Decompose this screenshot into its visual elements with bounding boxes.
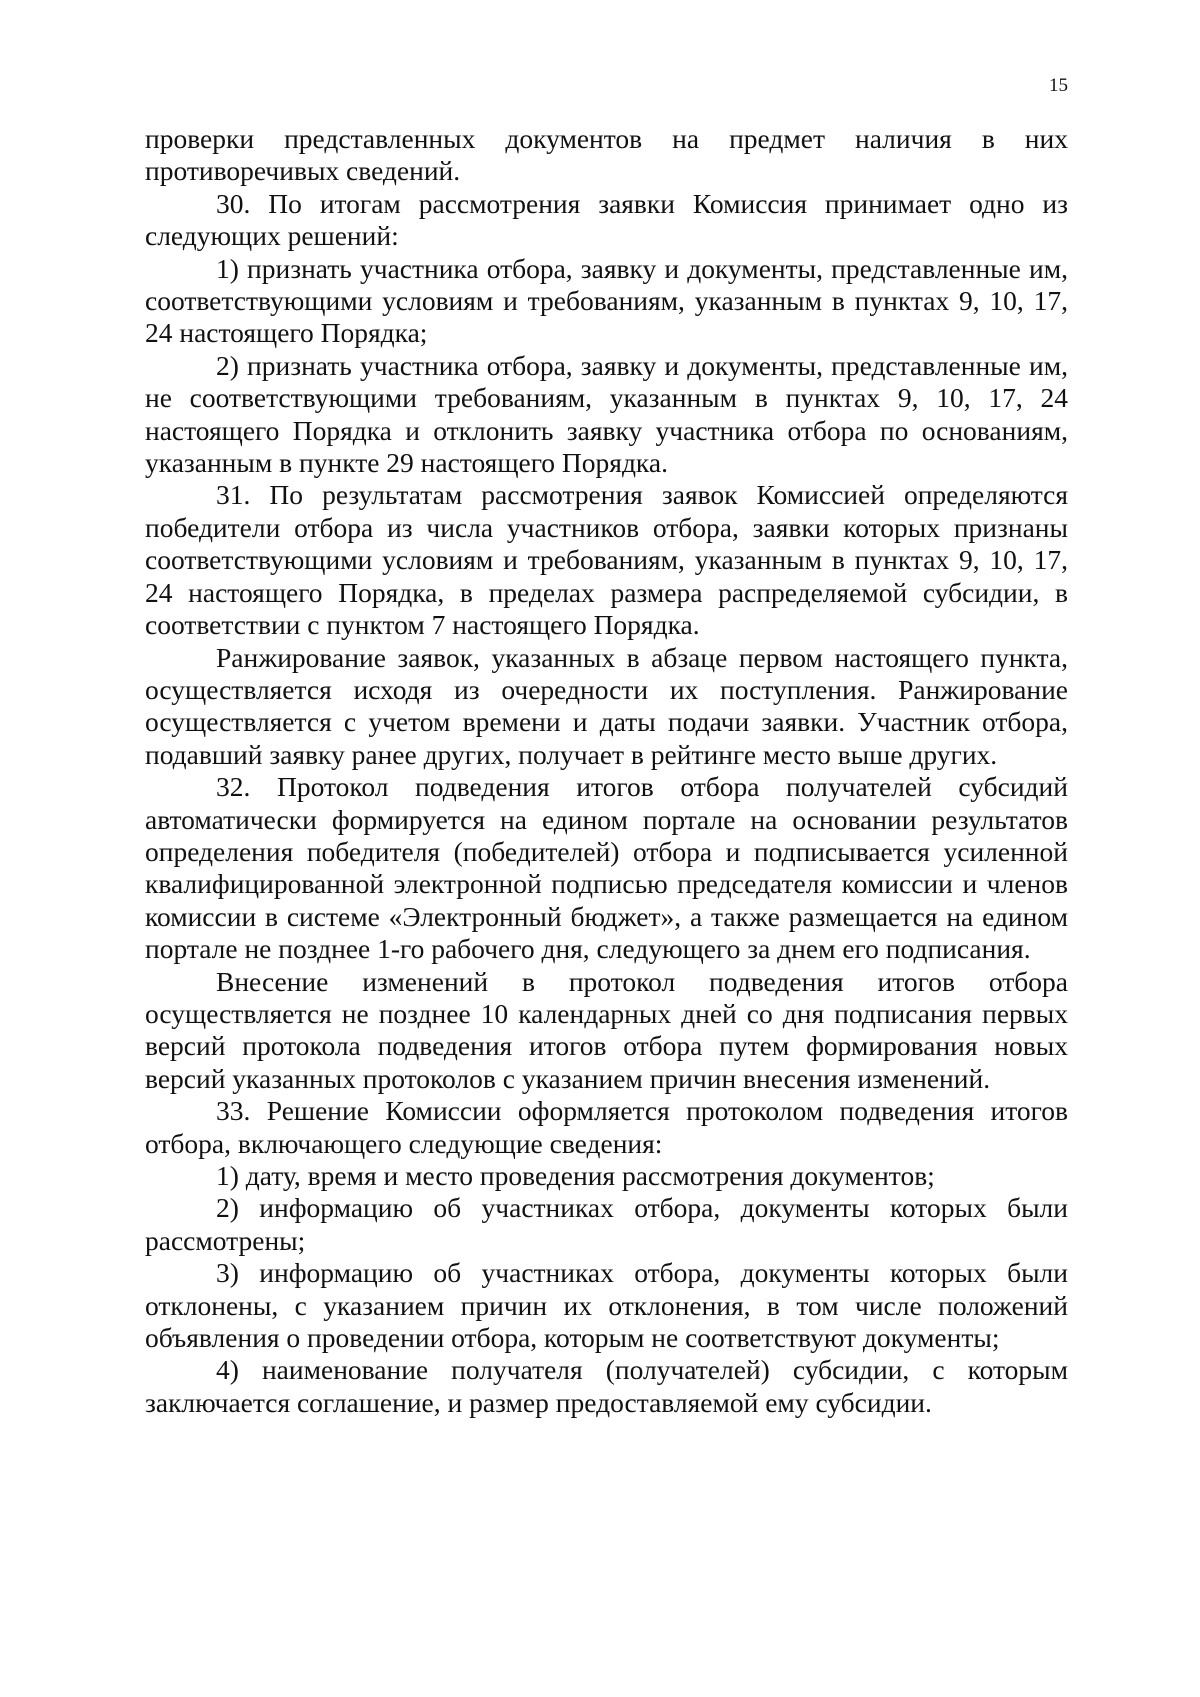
paragraph-item-30: 30. По итогам рассмотрения заявки Комиссия принимает одно из следующих решений: [145,187,1068,252]
page-number: 15 [1049,75,1068,96]
paragraph-continuation: проверки представленных документов на предмет наличия в них противоречивых сведений. [145,123,1068,187]
paragraph-33-option-4: 4) наименование получателя (получателей) субсидии, с которым заключается соглашение, и размер предоставляемой ему субсидии. [145,1354,1068,1418]
paragraph-30-option-1: 1) признать участника отбора, заявку и документы, представленные им, соответствующими условиям и требованиям, указанным в пунктах 9, 10, 17, 24 настоящего Порядка; [145,252,1068,349]
paragraph-33-option-2: 2) информацию об участниках отбора, документы которых были рассмотрены; [145,1192,1068,1256]
paragraph-33-option-3: 3) информацию об участниках отбора, документы которых были отклонены, с указанием причин их отклонения, в том числе положений объявления о проведении отбора, которым не соответствуют документы; [145,1257,1068,1354]
paragraph-32-changes: Внесение изменений в протокол подведения итогов отбора осуществляется не позднее 10 календарных дней со дня подписания первых версий протокола подведения итогов отбора путем формирования новых версий указанных протоколов с указанием причин внесения изменений. [145,965,1068,1094]
paragraph-item-32: 32. Протокол подведения итогов отбора получателей субсидий автоматически формируется на едином портале на основании результатов определения победителя (победителей) отбора и подписывается усиленной квалифицированной электронной подписью председателя комиссии и членов комиссии в системе «Электронный бюджет», а также размещается на едином портале не позднее 1-го рабочего дня, следующего за днем его подписания. [145,771,1068,965]
paragraph-31-ranking: Ранжирование заявок, указанных в абзаце первом настоящего пункта, осуществляется исходя из очередности их поступления. Ранжирование осуществляется с учетом времени и даты подачи заявки. Участник отбора, подавший заявку ранее других, получает в рейтинге место выше других. [145,641,1068,770]
document-body [145,123,1068,1419]
paragraph-item-33: 33. Решение Комиссии оформляется протоколом подведения итогов отбора, включающего следующие сведения: [145,1095,1068,1159]
paragraph-item-31: 31. По результатам рассмотрения заявок Комиссией определяются победители отбора из числа участников отбора, заявки которых признаны соответствующими условиям и требованиям, указанным в пунктах 9, 10, 17, 24 настоящего Порядка, в пределах размера распределяемой субсидии, в соответствии с пунктом 7 настоящего Порядка. [145,479,1068,641]
paragraph-33-option-1: 1) дату, время и место проведения рассмотрения документов; [216,1160,935,1191]
paragraph-30-option-2: 2) признать участника отбора, заявку и документы, представленные им, не соответствующими требованиям, указанным в пунктах 9, 10, 17, 24 настоящего Порядка и отклонить заявку участника отбора по основаниям, указанным в пункте 29 настоящего Порядка. [145,349,1068,479]
